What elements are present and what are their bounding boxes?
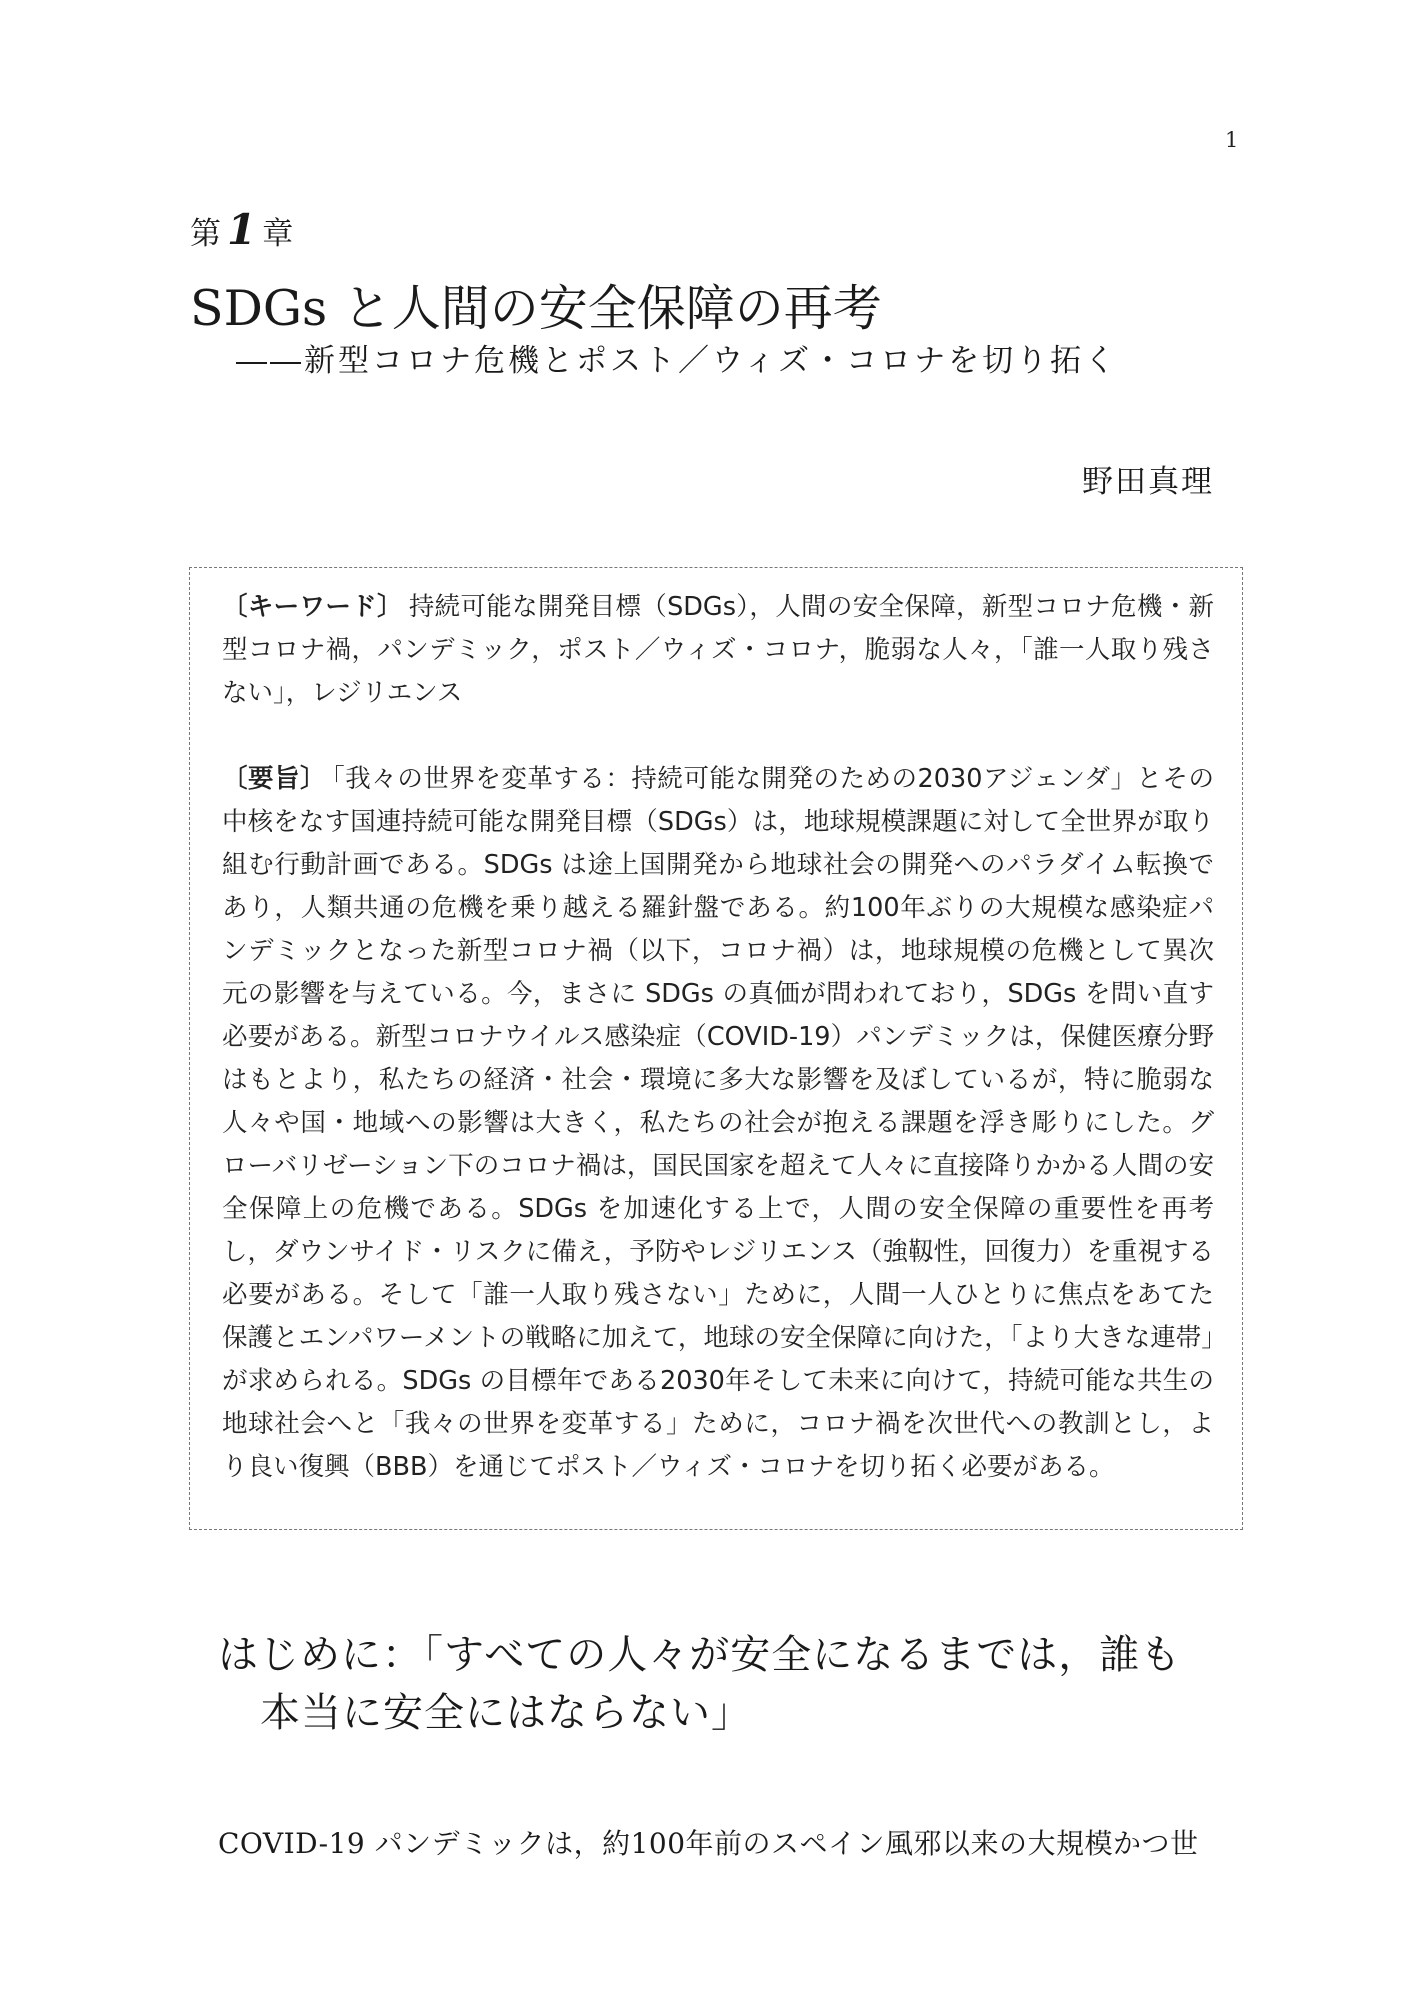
section-heading-line1: はじめに：「すべての人々が安全になるまでは，誰も	[218, 1632, 1182, 1678]
keywords-text: 持続可能な開発目標（SDGs），人間の安全保障，新型コロナ危機・新型コロナ禍，パンデミック，ポスト／ウィズ・コロナ，脆弱な人々，「誰一人取り残さない」，レジリエンス	[222, 592, 1214, 708]
body-text: COVID-19 パンデミックは，約100年前のスペイン風邪以来の大規模かつ世	[218, 1827, 1199, 1860]
section-heading-line2: 本当に安全にはならない」	[260, 1690, 752, 1736]
section-heading	[218, 1626, 1218, 1742]
summary-label: 〔要旨〕	[222, 764, 327, 794]
chapter-prefix: 第	[190, 216, 223, 252]
chapter-number: 1	[227, 205, 259, 254]
keywords-label: 〔キーワード〕	[222, 592, 403, 622]
chapter-title: SDGs と人間の安全保障の再考	[190, 280, 882, 337]
chapter-suffix: 章	[262, 216, 296, 252]
abstract-box	[189, 567, 1243, 1530]
keywords-paragraph	[222, 586, 1214, 715]
paragraph-gap	[222, 715, 1214, 758]
chapter-label	[190, 205, 295, 254]
summary-text: 「我々の世界を変革する：持続可能な開発のための2030アジェンダ」とその中核をなす国連持続可能な開発目標（SDGs）は，地球規模課題に対して全世界が取り組む行動計画である。SDGs は途上国開発から地球社会の開発へのパラダイム転換であり，人類共通の危機を乗り越える羅針盤である。約100年ぶりの大規模な感染症パンデミックとなった新型コロナ禍（以下，コロナ禍）は，地球規模の危機として異次元の影響を与えている。今，まさに SDGs の真価が問われており，SDGs を問い直す必要がある。新型コロナウイルス感染症（COVID-19）パンデミックは，保健医療分野はもとより，私たちの経済・社会・環境に多大な影響を及ぼしているが，特に脆弱な人々や国・地域への影響は大きく，私たちの社会が抱える課題を浮き彫りにした。グローバリゼーション下のコロナ禍は，国民国家を超えて人々に直接降りかかる人間の安全保障上の危機である。SDGs を加速化する上で，人間の安全保障の重要性を再考し，ダウンサイド・リスクに備え，予防やレジリエンス（強靱性，回復力）を重視する必要がある。そして「誰一人取り残さない」ために，人間一人ひとりに焦点をあてた保護とエンパワーメントの戦略に加えて，地球の安全保障に向けた，「より大きな連帯」が求められる。SDGs の目標年である2030年そして未来に向けて，持続可能な共生の地球社会へと「我々の世界を変革する」ために，コロナ禍を次世代への教訓とし，より良い復興（BBB）を通じてポスト／ウィズ・コロナを切り拓く必要がある。	[222, 764, 1214, 1482]
page-number: 1	[1225, 128, 1239, 152]
chapter-subtitle: ――新型コロナ危機とポスト／ウィズ・コロナを切り拓く	[236, 343, 1119, 379]
summary-paragraph	[222, 758, 1214, 1489]
author-name: 野田真理	[1082, 464, 1214, 500]
